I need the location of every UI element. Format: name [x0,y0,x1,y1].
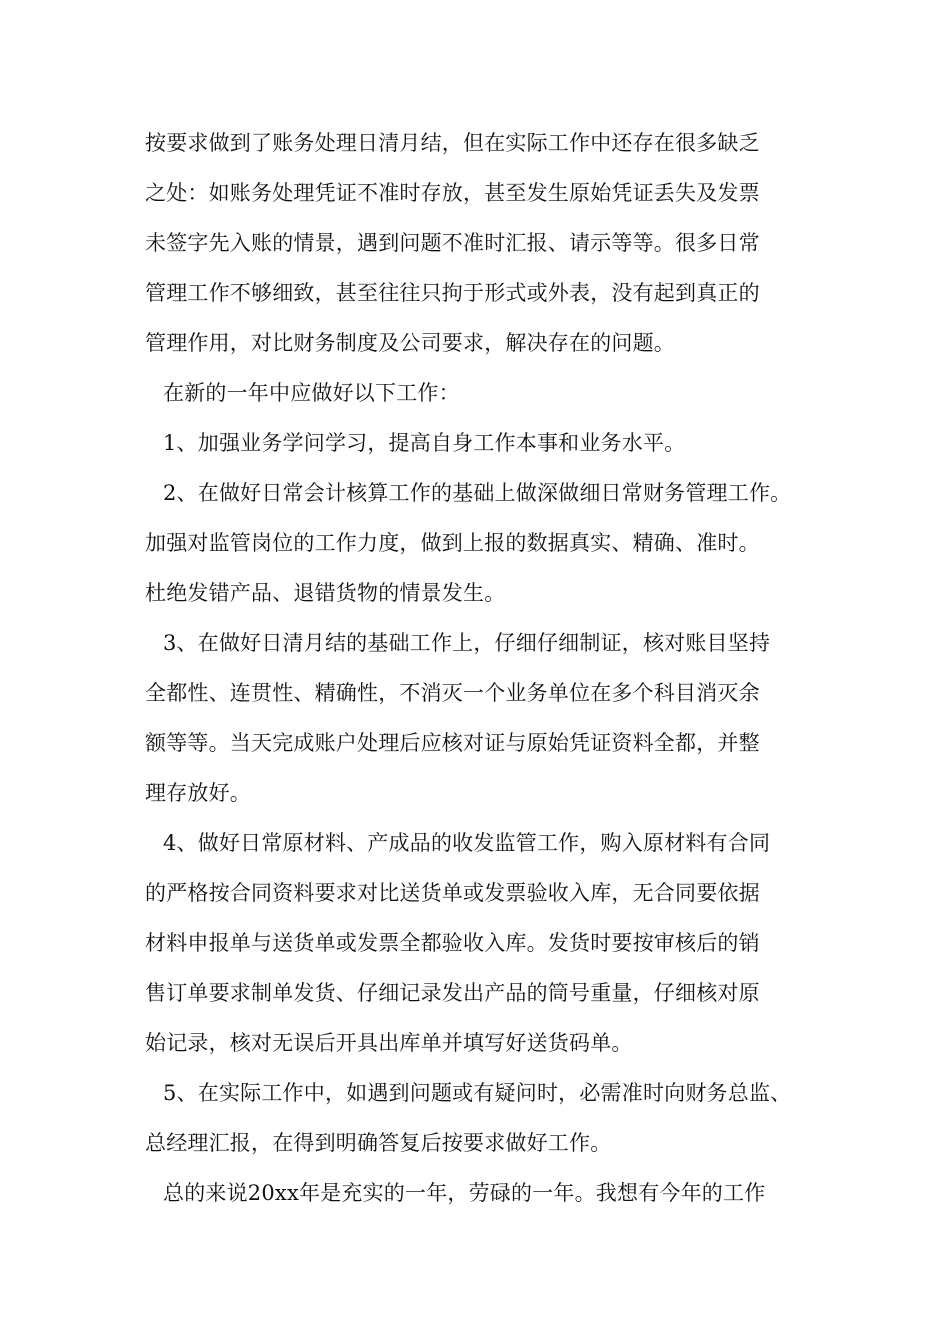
text-line: 管理作用，对比财务制度及公司要求，解决存在的问题。 [145,331,675,355]
text-line: 额等等。当天完成账户处理后应核对证与原始凭证资料全都，并整 [145,731,760,755]
text-line: 理存放好。 [145,781,251,805]
list-item-1: 1、加强业务学问学习，提高自身工作本事和业务水平。 [163,431,686,455]
text-line: 的严格按合同资料要求对比送货单或发票验收入库，无合同要依据 [145,881,760,905]
list-item-5: 5、在实际工作中，如遇到问题或有疑问时，必需准时向财务总监、 [163,1081,792,1105]
text-line: 总经理汇报，在得到明确答复后按要求做好工作。 [145,1131,612,1155]
text-line: 加强对监管岗位的工作力度，做到上报的数据真实、精确、准时。 [145,531,760,555]
summary-line: 总的来说20xx年是充实的一年，劳碌的一年。我想有今年的工作 [163,1181,766,1205]
list-item-2: 2、在做好日常会计核算工作的基础上做深做细日常财务管理工作。 [163,481,792,505]
text-line: 未签字先入账的情景，遇到问题不准时汇报、请示等等。很多日常 [145,231,760,255]
text-line: 管理工作不够细致，甚至往往只拘于形式或外表，没有起到真正的 [145,281,760,305]
text-line: 之处：如账务处理凭证不准时存放，甚至发生原始凭证丢失及发票 [145,181,760,205]
text-line: 售订单要求制单发货、仔细记录发出产品的筒号重量，仔细核对原 [145,981,760,1005]
text-line: 始记录，核对无误后开具出库单并填写好送货码单。 [145,1031,633,1055]
text-line: 全都性、连贯性、精确性，不消灭一个业务单位在多个科目消灭余 [145,681,760,705]
text-line: 杜绝发错产品、退错货物的情景发生。 [145,581,506,605]
list-item-3: 3、在做好日清月结的基础工作上，仔细仔细制证，核对账目坚持 [163,631,771,655]
section-heading: 在新的一年中应做好以下工作： [163,381,460,405]
text-line: 按要求做到了账务处理日清月结，但在实际工作中还存在很多缺乏 [145,131,760,155]
list-item-4: 4、做好日常原材料、产成品的收发监管工作，购入原材料有合同 [163,831,771,855]
text-line: 材料申报单与送货单或发票全都验收入库。发货时要按审核后的销 [145,931,760,955]
